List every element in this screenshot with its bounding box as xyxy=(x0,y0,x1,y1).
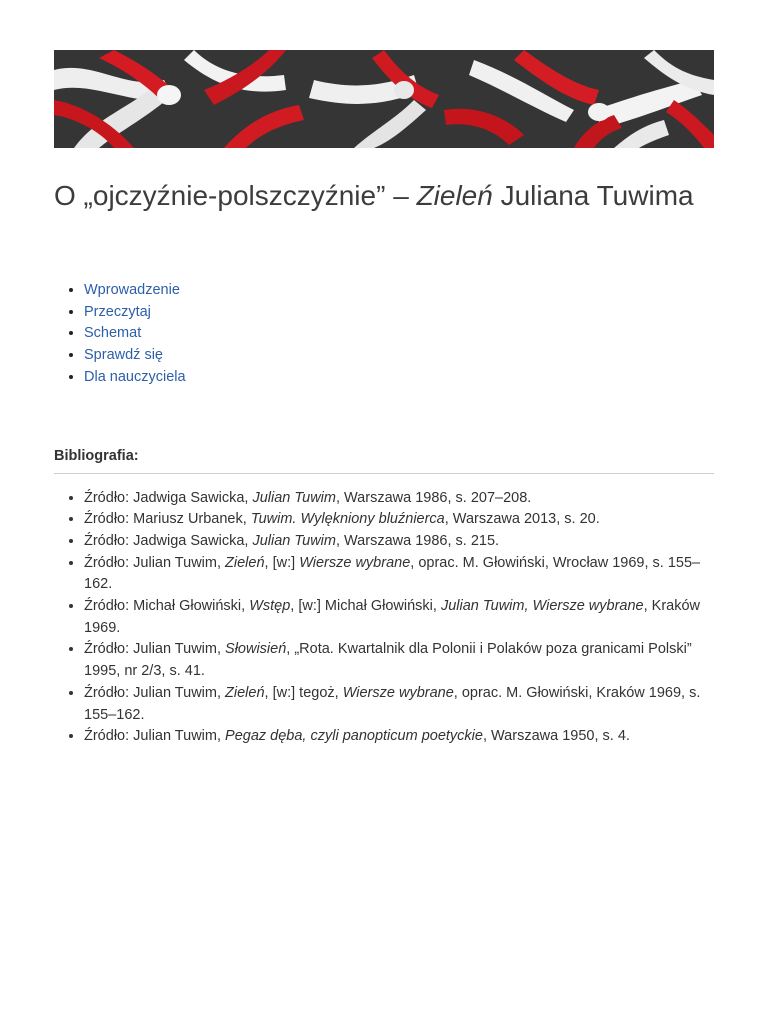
entry-text: , „Rota. Kwartalnik dla Polonii i Polaków poza granicami Polski” 1995, nr 2/3, s. 41. xyxy=(84,641,692,680)
bibliography-heading: Bibliografia: xyxy=(54,446,714,474)
entry-text: , Kraków 1969. xyxy=(84,598,701,636)
entry-title: Wstęp xyxy=(249,598,291,615)
bibliography-entry xyxy=(84,531,714,553)
entry-text: Źródło: Julian Tuwim, xyxy=(84,554,226,571)
entry-text: , [w:] xyxy=(264,554,300,571)
ribbons-photo xyxy=(54,50,714,148)
entry-text: , [w:] Michał Głowiński, xyxy=(290,598,441,615)
section-nav xyxy=(54,280,714,389)
page xyxy=(54,50,714,748)
entry-text: Źródło: Julian Tuwim, xyxy=(84,641,226,658)
entry-title: Zieleń xyxy=(225,554,265,571)
bibliography-entry xyxy=(84,683,714,726)
nav-item xyxy=(84,280,714,302)
page-title xyxy=(54,178,714,214)
entry-text: , oprac. M. Głowiński, Kraków 1969, s. 155–162. xyxy=(84,684,701,723)
nav-link-dla-nauczyciela[interactable]: Dla nauczyciela xyxy=(84,368,186,385)
entry-text: , [w:] tegoż, xyxy=(264,684,343,701)
entry-text: , oprac. M. Głowiński, Wrocław 1969, s. 155–162. xyxy=(84,554,701,593)
nav-link-sprawdz-sie[interactable]: Sprawdź się xyxy=(84,347,163,364)
entry-text: Źródło: Mariusz Urbanek, xyxy=(84,511,251,528)
entry-title: Julian Tuwim, Wiersze wybrane xyxy=(440,598,644,615)
bibliography-entry xyxy=(84,726,714,748)
entry-text: Źródło: Jadwiga Sawicka, xyxy=(84,532,253,549)
banner-image xyxy=(54,50,714,148)
bibliography-entry xyxy=(84,553,714,596)
nav-item xyxy=(84,345,714,367)
nav-item xyxy=(84,302,714,324)
entry-text: Źródło: Julian Tuwim, xyxy=(84,728,226,745)
bibliography-entry xyxy=(84,488,714,510)
entry-text: Źródło: Jadwiga Sawicka, xyxy=(84,489,253,506)
title-italic: Zieleń xyxy=(416,180,493,211)
nav-link-przeczytaj[interactable]: Przeczytaj xyxy=(84,303,151,320)
entry-title: Julian Tuwim xyxy=(252,489,336,506)
entry-title: Zieleń xyxy=(225,684,265,701)
entry-title: Wiersze wybrane xyxy=(299,554,411,571)
entry-title: Tuwim. Wylękniony bluźnierca xyxy=(250,511,445,528)
nav-item xyxy=(84,323,714,345)
entry-text: , Warszawa 1986, s. 207–208. xyxy=(335,489,532,506)
entry-text: Źródło: Julian Tuwim, xyxy=(84,684,226,701)
bibliography-list xyxy=(54,488,714,748)
entry-text: Źródło: Michał Głowiński, xyxy=(84,598,250,615)
entry-title: Wiersze wybrane xyxy=(342,684,454,701)
bibliography-entry xyxy=(84,596,714,639)
entry-title: Julian Tuwim xyxy=(252,532,336,549)
nav-link-wprowadzenie[interactable]: Wprowadzenie xyxy=(84,282,180,298)
bibliography-entry xyxy=(84,639,714,682)
entry-text: , Warszawa 2013, s. 20. xyxy=(444,511,600,528)
entry-title: Pegaz dęba, czyli panopticum poetyckie xyxy=(225,728,483,745)
title-text: O „ojczyźnie-polszczyźnie” – xyxy=(54,180,417,211)
entry-text: , Warszawa 1986, s. 215. xyxy=(335,532,500,549)
entry-text: , Warszawa 1950, s. 4. xyxy=(482,728,630,745)
entry-title: Słowisień xyxy=(225,641,287,658)
nav-link-schemat[interactable]: Schemat xyxy=(84,325,142,342)
title-text-end: Juliana Tuwima xyxy=(492,180,694,211)
nav-item xyxy=(84,367,714,389)
bibliography-entry xyxy=(84,509,714,531)
